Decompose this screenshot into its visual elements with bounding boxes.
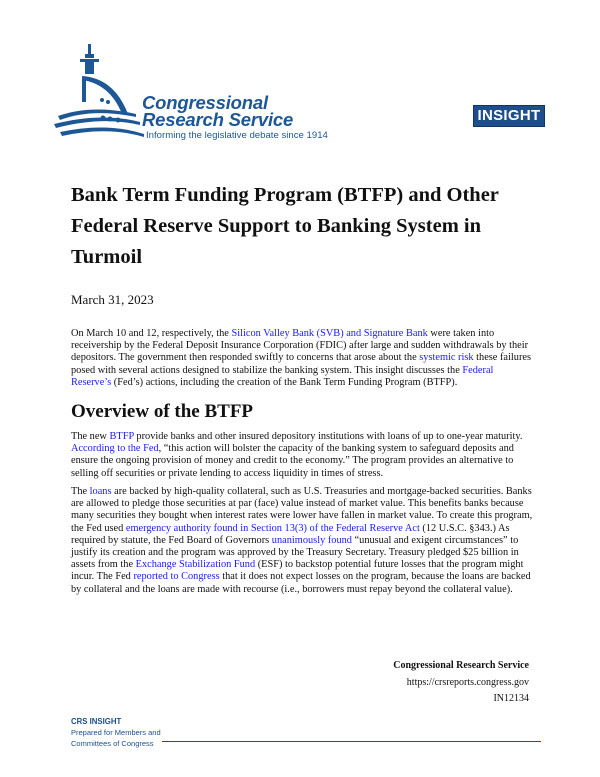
inline-link[interactable]: reported to Congress — [133, 571, 220, 583]
text-segment: , “this action will bolster the capacity of the banking system to safeguard deposits and ensure the ongoing provision of money and credit to the economy.” The program provides an alternative to selling off securities or private lending to access liquidity in times of stress. — [71, 443, 514, 479]
inline-link[interactable]: emergency authority found in Section 13(3) of the Federal Reserve Act — [125, 522, 420, 534]
text-segment: The new — [71, 431, 110, 442]
text-segment: that it does not expect losses on the program, because the loans are backed by collateral and the loans are made with recourse (i.e., borrowers must repay beyond the collateral value). — [71, 571, 531, 595]
inline-link[interactable]: Exchange Stabilization Fund — [135, 559, 256, 571]
inline-link[interactable]: systemic risk — [419, 352, 474, 364]
text-segment: were taken into receivership by the Federal Deposit Insurance Corporation (FDIC) after large and sudden withdrawals by their depositors. The government then responded swiftly to concerns that arose about the — [71, 328, 529, 364]
text-segment: these failures posed with several actions designed to stabilize the banking system. This insight discusses the — [71, 352, 532, 376]
text-segment: “unusual and exigent circumstances” to justify its creation and the program was approved by the Treasury Secretary. Treasury pledged $25 billion in assets from the — [71, 534, 519, 571]
crs-insight-label — [71, 716, 161, 749]
inline-link[interactable]: Silicon Valley Bank (SVB) and Signature Bank — [231, 328, 428, 339]
logo-line-1: Congressional — [142, 92, 268, 113]
btfp-paragraph-1 — [71, 431, 533, 480]
btfp-paragraph-2 — [71, 486, 533, 596]
footer-divider — [162, 741, 541, 742]
footer-url[interactable]: https://crsreports.congress.gov — [406, 677, 529, 688]
crs-logo-text — [142, 94, 293, 128]
text-segment: The — [71, 486, 90, 497]
text-segment: On March 10 and 12, respectively, the — [71, 328, 232, 339]
inline-link[interactable]: unanimously found — [271, 534, 352, 546]
text-segment: (ESF) to backstop potential future losses that the program might incur. The Fed — [71, 559, 524, 583]
footer-org: Congressional Research Service — [393, 660, 529, 671]
logo-tagline: Informing the legislative debate since 1914 — [146, 130, 328, 141]
publication-date: March 31, 2023 — [71, 292, 154, 307]
logo-line-2: Research Service — [142, 109, 294, 130]
text-segment: (Fed’s) actions, including the creation of the Bank Term Funding Program (BTFP). — [111, 376, 458, 388]
inline-link[interactable]: Federal Reserve’s — [71, 364, 494, 388]
inline-link[interactable]: BTFP — [109, 431, 134, 442]
section-heading: Overview of the BTFP — [71, 401, 254, 422]
prepared-line-1: Prepared for Members and — [71, 728, 161, 737]
text-segment: provide banks and other insured depository institutions with loans of up to one-year maturity. — [133, 431, 523, 442]
document-title: Bank Term Funding Program (BTFP) and Other Federal Reserve Support to Banking System in Turmoil — [71, 184, 499, 268]
prepared-line-2: Committees of Congress — [71, 739, 154, 748]
insight-badge: INSIGHT — [473, 105, 545, 127]
intro-paragraph — [71, 328, 533, 389]
inline-link[interactable]: loans — [89, 486, 112, 497]
text-segment: (12 U.S.C. §343.) As required by statute, the Fed Board of Governors — [71, 522, 510, 546]
footer-report-id: IN12134 — [493, 693, 529, 704]
inline-link[interactable]: According to the Fed — [71, 443, 159, 455]
text-segment: are backed by high-quality collateral, such as U.S. Treasuries and mortgage-backed securities. Banks are allowed to pledge those securities at par (face) value instead of market value. This benefits banks because many securities they bought when interest rates were lower have fallen in market value. To create this program, the Fed used — [71, 486, 533, 534]
crs-insight-title: CRS INSIGHT — [71, 717, 122, 726]
